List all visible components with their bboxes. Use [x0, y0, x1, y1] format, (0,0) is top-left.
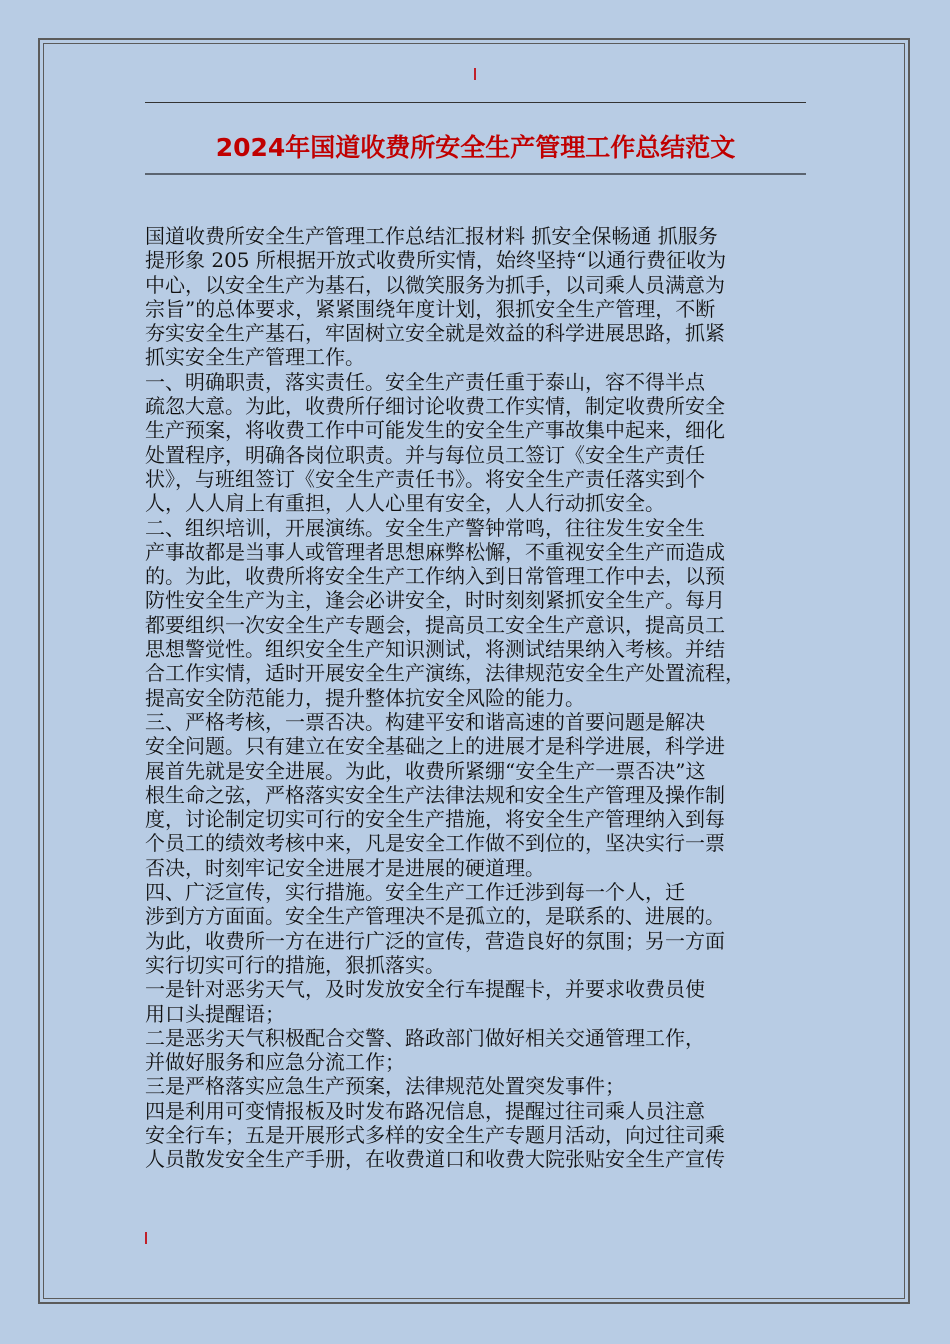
- title-underline: [145, 173, 806, 175]
- body-line: 展首先就是安全进展。为此，收费所紧绷“安全生产一票否决”这: [145, 758, 706, 783]
- body-line: 用口头提醒语；: [145, 1001, 285, 1026]
- body-line: 二是恶劣天气积极配合交警、路政部门做好相关交通管理工作，: [145, 1025, 705, 1050]
- body-line: 产事故都是当事人或管理者思想麻弊松懈，不重视安全生产而造成: [145, 539, 725, 564]
- body-line: 三是严格落实应急生产预案，法律规范处置突发事件；: [145, 1074, 625, 1099]
- body-line: 思想警觉性。组织安全生产知识测试，将测试结果纳入考核。并结: [145, 637, 725, 662]
- body-line: 夯实安全生产基石，牢固树立安全就是效益的科学进展思路，抓紧: [145, 321, 725, 346]
- body-line: 根生命之弦，严格落实安全生产法律法规和安全生产管理及操作制: [145, 782, 725, 807]
- body-line: 状》，与班组签订《安全生产责任书》。将安全生产责任落实到个: [145, 466, 705, 491]
- body-line: 二、组织培训，开展演练。安全生产警钟常鸣，往往发生安全生: [145, 515, 705, 540]
- body-line: 度，讨论制定切实可行的安全生产措施，将安全生产管理纳入到每: [145, 807, 725, 832]
- body-line: 实行切实可行的措施，狠抓落实。: [145, 952, 445, 977]
- body-line: 四、广泛宣传，实行措施。安全生产工作迁涉到每一个人，迁: [145, 880, 685, 905]
- body-line: 安全问题。只有建立在安全基础之上的进展才是科学进展，科学进: [145, 734, 725, 759]
- body-line: 并做好服务和应急分流工作；: [145, 1050, 405, 1075]
- document-title: 2024年国道收费所安全生产管理工作总结范文: [215, 133, 736, 162]
- body-line: 人，人人肩上有重担，人人心里有安全，人人行动抓安全。: [145, 491, 665, 516]
- header-rule: [145, 102, 806, 103]
- header-marker: [474, 68, 476, 80]
- document-body: [145, 224, 815, 1172]
- body-line: 都要组织一次安全生产专题会，提高员工安全生产意识，提高员工: [145, 612, 725, 637]
- body-line: 否决，时刻牢记安全进展才是进展的硬道理。: [145, 855, 545, 880]
- body-line: 安全行车；五是开展形式多样的安全生产专题月活动，向过往司乘: [145, 1122, 725, 1147]
- body-line: 疏忽大意。为此，收费所仔细讨论收费工作实情，制定收费所安全: [145, 394, 725, 419]
- body-line: 提高安全防范能力，提升整体抗安全风险的能力。: [145, 685, 585, 710]
- body-line: 四是利用可变情报板及时发布路况信息，提醒过往司乘人员注意: [145, 1098, 705, 1123]
- body-line: 提形象 205 所根据开放式收费所实情，始终坚持“以通行费征收为: [145, 248, 727, 273]
- body-line: 的。为此，收费所将安全生产工作纳入到日常管理工作中去，以预: [145, 564, 725, 589]
- body-line: 处置程序，明确各岗位职责。并与每位员工签订《安全生产责任: [145, 442, 705, 467]
- body-line: 生产预案，将收费工作中可能发生的安全生产事故集中起来，细化: [145, 418, 725, 443]
- body-line: 防性安全生产为主，逢会必讲安全，时时刻刻紧抓安全生产。每月: [145, 588, 725, 613]
- body-line: 一是针对恶劣天气，及时发放安全行车提醒卡，并要求收费员使: [145, 977, 705, 1002]
- body-line: 个员工的绩效考核中来，凡是安全工作做不到位的，坚决实行一票: [145, 831, 725, 856]
- body-line: 抓实安全生产管理工作。: [145, 345, 365, 370]
- footer-marker: [145, 1232, 147, 1244]
- body-line: 三、严格考核，一票否决。构建平安和谐高速的首要问题是解决: [145, 709, 705, 734]
- body-line: 一、明确职责，落实责任。安全生产责任重于泰山，容不得半点: [145, 369, 705, 394]
- body-line: 涉到方方面面。安全生产管理决不是孤立的，是联系的、进展的。: [145, 904, 725, 929]
- body-line: 人员散发安全生产手册，在收费道口和收费大院张贴安全生产宣传: [145, 1147, 725, 1172]
- body-line: 国道收费所安全生产管理工作总结汇报材料 抓安全保畅通 抓服务: [145, 224, 718, 248]
- body-line: 中心，以安全生产为基石，以微笑服务为抓手，以司乘人员满意为: [145, 272, 725, 297]
- body-line: 合工作实情，适时开展安全生产演练，法律规范安全生产处置流程，: [145, 661, 745, 686]
- body-line: 为此，收费所一方在进行广泛的宣传，营造良好的氛围；另一方面: [145, 928, 725, 953]
- body-line: 宗旨”的总体要求，紧紧围绕年度计划，狠抓安全生产管理，不断: [145, 296, 716, 321]
